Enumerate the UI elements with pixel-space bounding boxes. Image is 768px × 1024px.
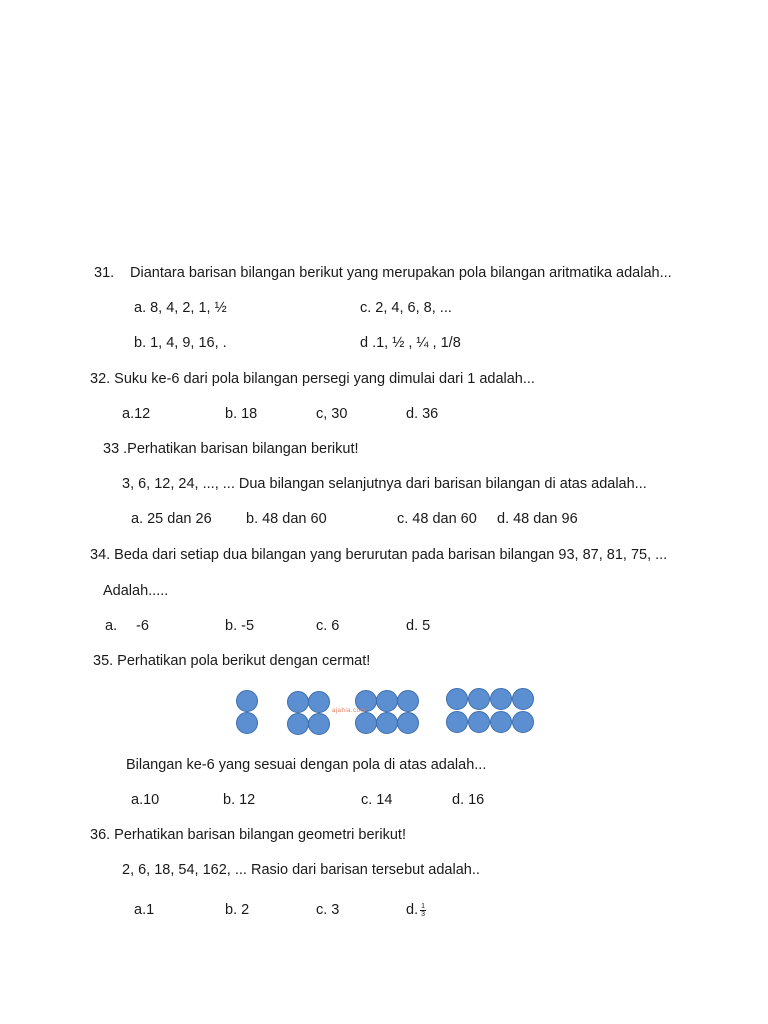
pattern-circle	[287, 691, 309, 713]
pattern-circle	[236, 690, 258, 712]
pattern-circle	[468, 711, 490, 733]
q34-option-a-value: -6	[136, 618, 149, 634]
q32-option-b: b. 18	[225, 406, 258, 422]
q32-option-d: d. 36	[406, 406, 439, 422]
q33-option-c: c. 48 dan 60	[397, 511, 477, 527]
q36-sequence: 2, 6, 18, 54, 162, ... Rasio dari barisan tersebut adalah..	[122, 862, 480, 878]
pattern-circle	[512, 688, 534, 710]
q35-option-a: a.10	[131, 792, 160, 808]
pattern-circle	[308, 713, 330, 735]
q34-option-b: b. -5	[225, 618, 255, 634]
q31-option-a: a. 8, 4, 2, 1, ½	[134, 300, 227, 316]
q32-question: 32. Suku ke-6 dari pola bilangan persegi yang dimulai dari 1 adalah...	[90, 371, 535, 387]
pattern-circle	[236, 712, 258, 734]
pattern-circle	[490, 711, 512, 733]
q33-option-b: b. 48 dan 60	[246, 511, 327, 527]
pattern-circle	[376, 712, 398, 734]
pattern-circle	[287, 713, 309, 735]
q36-option-d-label: d.	[406, 902, 419, 918]
pattern-circle	[308, 691, 330, 713]
q33-option-a: a. 25 dan 26	[131, 511, 212, 527]
q31-number: 31.	[94, 265, 115, 281]
q33-sequence: 3, 6, 12, 24, ..., ... Dua bilangan selanjutnya dari barisan bilangan di atas adalah...	[122, 476, 647, 492]
q35-question: 35. Perhatikan pola berikut dengan cermat!	[93, 653, 371, 669]
pattern-circle	[355, 712, 377, 734]
q33-option-d: d. 48 dan 96	[497, 511, 578, 527]
pattern-circle	[376, 690, 398, 712]
q33-question: 33 .Perhatikan barisan bilangan berikut!	[103, 441, 359, 457]
q32-option-c: c, 30	[316, 406, 348, 422]
watermark: ajahia.com	[332, 708, 367, 714]
fraction	[420, 903, 426, 918]
q36-option-c: c. 3	[316, 902, 340, 918]
pattern-circle	[512, 711, 534, 733]
q34-question-continued: Adalah.....	[103, 583, 169, 599]
pattern-circle	[468, 688, 490, 710]
q36-question: 36. Perhatikan barisan bilangan geometri berikut!	[90, 827, 406, 843]
q34-option-c: c. 6	[316, 618, 340, 634]
q35-option-d: d. 16	[452, 792, 485, 808]
q36-option-a: a.1	[134, 902, 155, 918]
q31-option-d: d .1, ½ , ¼ , 1/8	[360, 335, 461, 351]
q36-option-d	[406, 901, 426, 919]
pattern-circle	[446, 688, 468, 710]
q36-option-b: b. 2	[225, 902, 250, 918]
q31-option-b: b. 1, 4, 9, 16, .	[134, 335, 227, 351]
q35-sub-question: Bilangan ke-6 yang sesuai dengan pola di atas adalah...	[126, 757, 487, 773]
q34-question: 34. Beda dari setiap dua bilangan yang berurutan pada barisan bilangan 93, 87, 81, 75, ...	[90, 547, 668, 563]
q35-option-c: c. 14	[361, 792, 393, 808]
q34-option-a-label: a.	[105, 618, 118, 634]
fraction-numerator: 1	[421, 902, 425, 910]
pattern-circle	[490, 688, 512, 710]
pattern-circle	[446, 711, 468, 733]
q32-option-a: a.12	[122, 406, 151, 422]
q34-option-d: d. 5	[406, 618, 431, 634]
q31-question: Diantara barisan bilangan berikut yang merupakan pola bilangan aritmatika adalah...	[130, 265, 672, 281]
fraction-denominator: 3	[421, 910, 425, 918]
pattern-circle	[397, 712, 419, 734]
q31-option-c: c. 2, 4, 6, 8, ...	[360, 300, 452, 316]
q35-option-b: b. 12	[223, 792, 256, 808]
pattern-circle	[397, 690, 419, 712]
